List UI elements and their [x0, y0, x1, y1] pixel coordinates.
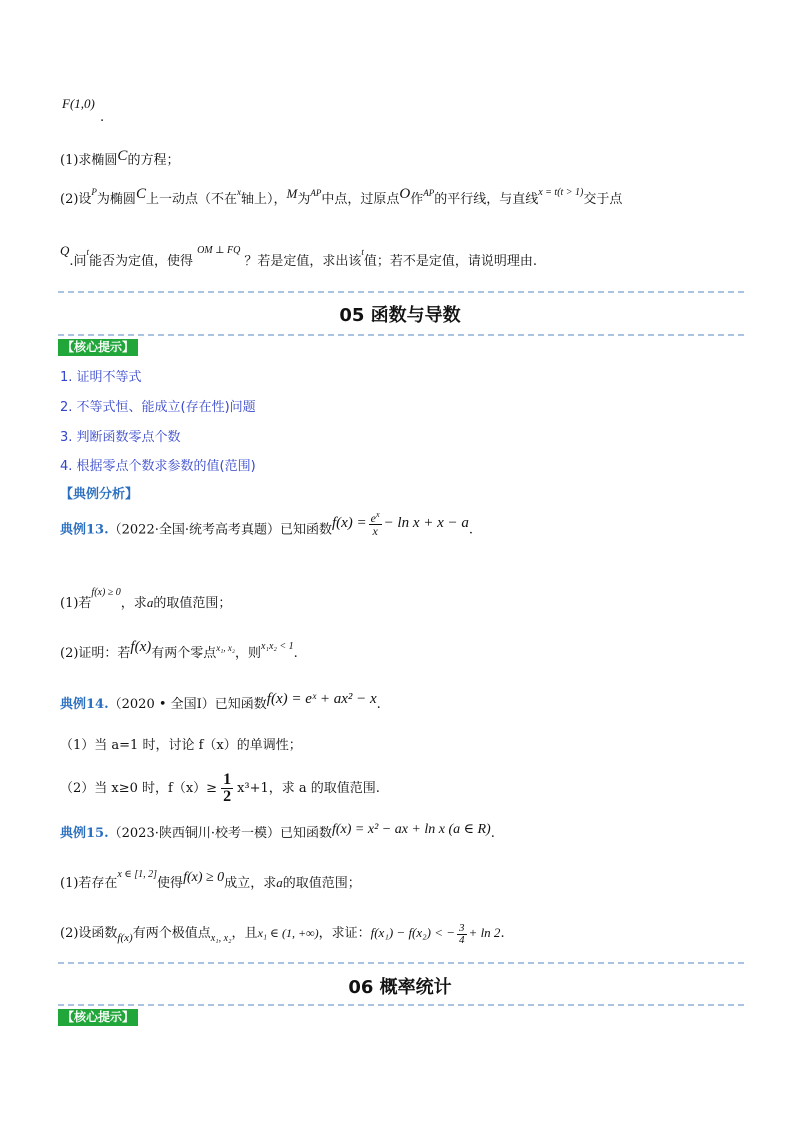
section-title-06: 06 概率统计	[348, 977, 452, 998]
separator-bottom	[58, 1004, 744, 1006]
example-15-function: f(x) = x² − ax + ln x (a ∈ R)	[331, 822, 491, 837]
core-tip-label: 【核心提示】	[58, 1009, 138, 1026]
example-13-title: 典例13.	[60, 522, 109, 538]
question-1: (1)求椭圆C的方程；	[60, 148, 180, 168]
example-13-header: 典例13.（2022·全国·统考高考真题）已知函数f(x) = $\frac{e^x}{x}$ − ln x + x − a.	[60, 510, 474, 538]
separator-bottom	[58, 334, 744, 336]
example-14-title: 典例14.	[60, 697, 109, 712]
tip-item: 3. 判断函数零点个数	[60, 430, 181, 445]
fraction-one-half: $\frac{1}{2}$	[223, 771, 232, 805]
example-14-part-2: （2）当 x≥0 时，f（x）≥ $\frac{1}{2}$ x³+1，求 a 的取值范围.	[60, 771, 380, 805]
separator-top	[58, 291, 744, 293]
example-13-part-2: (2)证明：若f(x)有两个零点$^{x_1, x_2}$，则$^{x_1x_2 < 1}$.	[60, 639, 298, 661]
tip-item: 4. 根据零点个数求参数的值(范围)	[60, 459, 256, 474]
separator-top	[58, 962, 744, 964]
example-15-part-1: (1)若存在$^{x \in [1, 2]}$使得f(x) ≥ 0成立，求a的取值范围；	[60, 869, 361, 891]
example-analysis-label: 【典例分析】	[60, 487, 139, 502]
example-14-function: f(x) = eˣ + ax² − x	[266, 691, 377, 707]
example-15-header: 典例15.（2023·陕西铜川·校考一模）已知函数f(x) = x² − ax + ln x (a ∈ R).	[60, 822, 495, 841]
focus-point: F(1,0)	[62, 96, 95, 111]
core-tip-label: 【核心提示】	[58, 339, 138, 356]
example-14-header: 典例14.（2020 • 全国Ⅰ）已知函数f(x) = eˣ + ax² − x.	[60, 691, 381, 712]
period: .	[100, 110, 105, 125]
tip-item: 1. 证明不等式	[60, 370, 142, 385]
example-14-part-1: （1）当 a=1 时，讨论 f（x）的单调性；	[60, 738, 302, 753]
example-15-title: 典例15.	[60, 826, 109, 841]
example-13-part-1: (1)若$^{f(x) \ge 0}$，求a的取值范围；	[60, 587, 232, 611]
tip-item: 2. 不等式恒、能成立(存在性)问题	[60, 400, 256, 415]
example-15-inequality: f(x₁) − f(x₂) < − $\frac{3}{4}$ + ln 2	[370, 921, 501, 946]
example-13-function: f(x) = $\frac{e^x}{x}$ − ln x + x − a	[331, 510, 469, 538]
example-15-part-2: (2)设函数$_{f(x)}$有两个极值点$_{x_1, x_2}$，且x₁ ∈ (1, +∞)，求证：f(x₁) − f(x₂) < − $\frac{3}{4}$ + ln 2.	[60, 921, 505, 946]
question-2-line-2: Q.问$^t$能否为定值，使得$^{OM \perp FQ}$？若是定值，求出该$^t$值；若不是定值，请说明理由.	[60, 243, 538, 269]
question-2-line-1: (2)设$^P$为椭圆C上一动点（不在$^x$轴上），M为$^{AP}$中点，过原点O作$^{AP}$的平行线，与直线$^{x = t(t > 1)}$交于点	[60, 186, 623, 207]
section-title-05: 05 函数与导数	[339, 305, 461, 326]
